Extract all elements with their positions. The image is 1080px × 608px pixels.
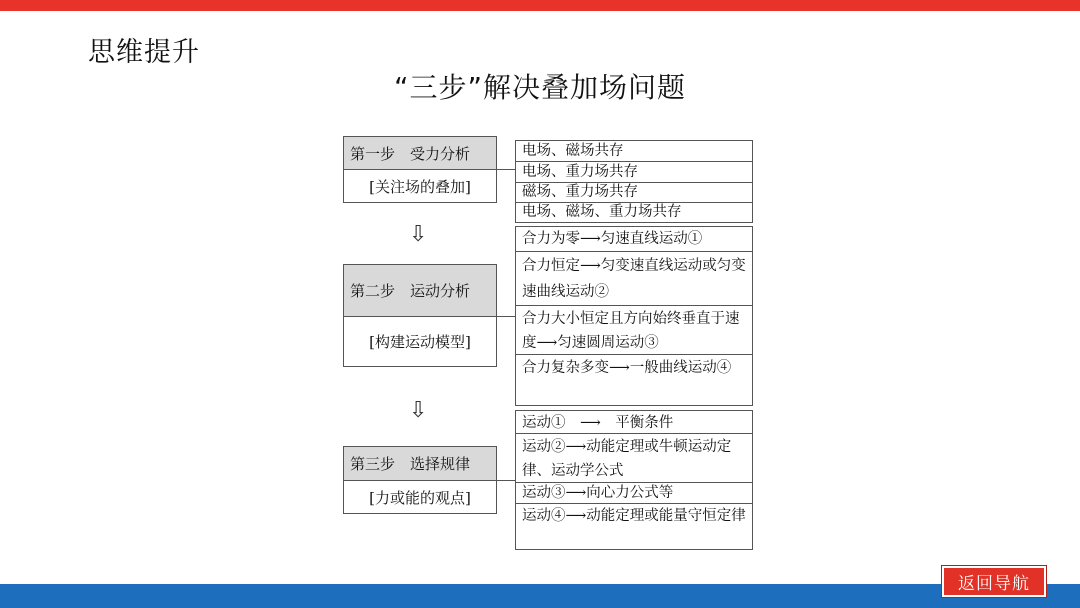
step-1-item: 电场、重力场共存 <box>515 161 753 183</box>
back-to-navigation-button[interactable]: 返回导航 <box>942 566 1046 597</box>
step-1-connector <box>497 169 515 170</box>
step-1-heading: 第一步 受力分析 <box>344 137 496 170</box>
step-2-item: 合力为零⟶匀速直线运动① <box>515 226 753 252</box>
step-2-subtitle: [构建运动模型] <box>369 333 471 351</box>
step-2-box <box>343 264 497 367</box>
step-3-subtitle: [力或能的观点] <box>369 488 471 507</box>
step-3-item: 运动②⟶动能定理或牛顿运动定律、运动学公式 <box>515 433 753 483</box>
step-2-item: 合力复杂多变⟶一般曲线运动④ <box>515 354 753 406</box>
step-3-connector <box>497 480 515 481</box>
down-arrow-icon: ⇩ <box>409 222 428 247</box>
step-2-heading: 第二步 运动分析 <box>344 265 496 317</box>
down-arrow-icon: ⇩ <box>409 398 428 423</box>
step-1-box <box>343 136 497 203</box>
step-2-item: 合力大小恒定且方向始终垂直于速度⟶匀速圆周运动③ <box>515 305 753 355</box>
step-3-item: 运动① ⟶ 平衡条件 <box>515 410 753 434</box>
step-3-item: 运动③⟶向心力公式等 <box>515 482 753 504</box>
bottom-accent-bar <box>0 584 1080 608</box>
step-3-heading: 第三步 选择规律 <box>344 447 496 481</box>
step-1-item: 电场、磁场、重力场共存 <box>515 202 753 223</box>
step-2-item: 合力恒定⟶匀变速直线运动或匀变速曲线运动② <box>515 251 753 306</box>
step-2-connector <box>497 316 515 317</box>
step-1-subtitle: [关注场的叠加] <box>369 177 471 196</box>
step-3-item: 运动④⟶动能定理或能量守恒定律 <box>515 503 753 550</box>
step-1-item: 电场、磁场共存 <box>515 140 753 162</box>
step-1-item: 磁场、重力场共存 <box>515 182 753 203</box>
step-3-box <box>343 446 497 514</box>
section-title: 思维提升 <box>88 37 200 68</box>
page-title: “三步”解决叠加场问题 <box>393 71 686 104</box>
